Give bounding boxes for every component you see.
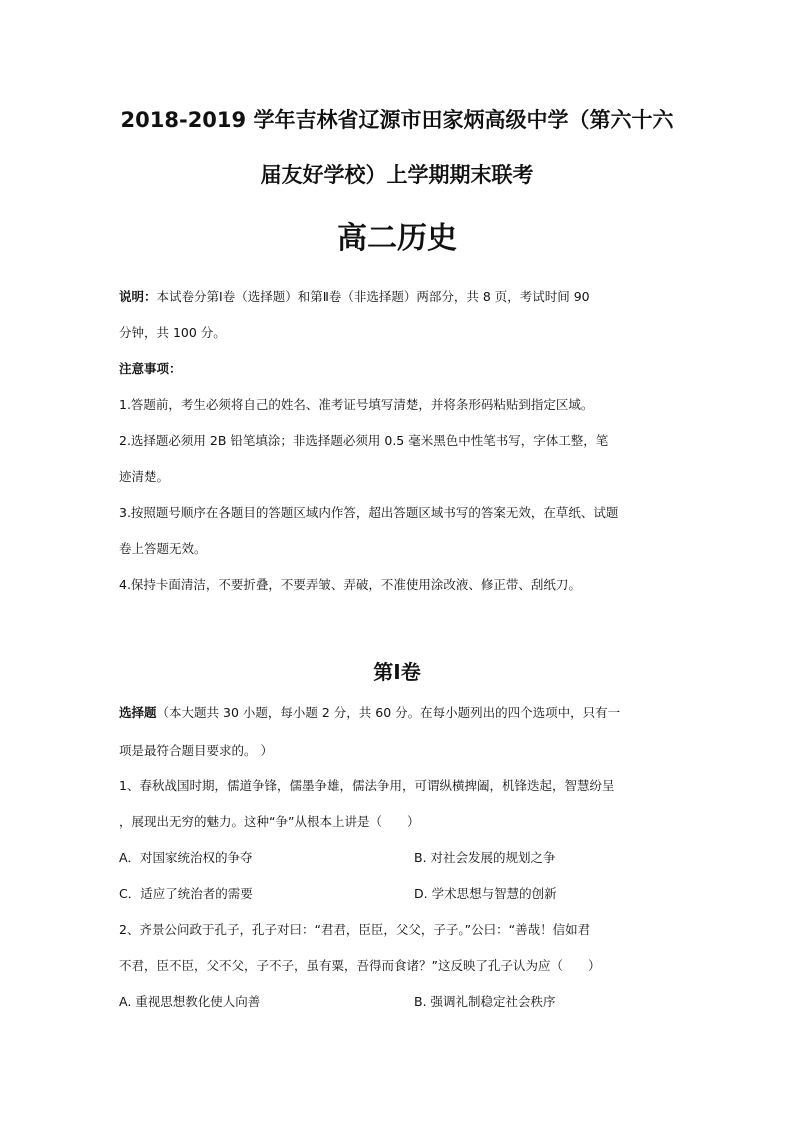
notes-label: 注意事项： — [119, 361, 182, 376]
question-1-option-d: D. 学术思想与智慧的创新 — [414, 886, 557, 901]
instructions-label: 说明： — [119, 289, 157, 304]
question-2-option-b: B. 强调礼制稳定社会秩序 — [414, 994, 556, 1009]
section-1-intro-label: 选择题 — [119, 705, 157, 720]
question-1-option-a: A．对国家统治权的争夺 — [119, 850, 253, 865]
question-1-stem-line-2: ，展现出无穷的魅力。这种“争”从根本上讲是（ ） — [119, 814, 420, 829]
question-1-option-c: C．适应了统治者的需要 — [119, 886, 253, 901]
question-1-option-b: B. 对社会发展的规划之争 — [414, 850, 556, 865]
instructions-line-2: 分钟，共 100 分。 — [119, 325, 226, 340]
note-item: 2.选择题必须用 2B 铅笔填涂；非选择题必须用 0.5 毫米黑色中性笔书写，字体工整，笔 — [119, 433, 609, 448]
question-2-option-a: A. 重视思想教化使人向善 — [119, 994, 261, 1009]
question-2-stem-line-1: 2、齐景公问政于孔子，孔子对曰：“君君，臣臣，父父，子子。”公曰：“善哉！信如君 — [119, 922, 591, 937]
note-item: 迹清楚。 — [119, 469, 170, 484]
instructions-line-1 — [119, 287, 590, 305]
exam-title-line-1: 2018-2019 学年吉林省辽源市田家炳高级中学（第六十六 — [120, 108, 674, 132]
question-2-stem-line-2: 不君，臣不臣，父不父，子不子，虽有粟，吾得而食诸？”这反映了孔子认为应（ ） — [119, 958, 601, 973]
section-1-title: 第Ⅰ卷 — [373, 660, 421, 684]
note-item: 1.答题前，考生必须将自己的姓名、准考证号填写清楚，并将条形码粘贴到指定区域。 — [119, 397, 594, 412]
section-1-intro-text: （本大题共 30 小题，每小题 2 分，共 60 分。在每小题列出的四个选项中，只有一 — [156, 705, 621, 720]
section-1-intro-line-1 — [119, 703, 620, 721]
note-item: 卷上答题无效。 — [119, 541, 207, 556]
note-item: 3.按照题号顺序在各题目的答题区域内作答，超出答题区域书写的答案无效，在草纸、试题 — [119, 505, 619, 520]
section-1-intro-line-2: 项是最符合题目要求的。 ） — [119, 743, 273, 758]
exam-title-line-2: 届友好学校）上学期期末联考 — [260, 163, 534, 187]
question-1-stem-line-1: 1、春秋战国时期，儒道争锋，儒墨争雄，儒法争用，可谓纵横捭阖，机锋迭起，智慧纷呈 — [119, 778, 615, 793]
note-item: 4.保持卡面清洁，不要折叠，不要弄皱、弄破，不准使用涂改液、修正带、刮纸刀。 — [119, 577, 581, 592]
subject-title: 高二历史 — [337, 221, 457, 256]
instructions-text-1: 本试卷分第Ⅰ卷（选择题）和第Ⅱ卷（非选择题）两部分，共 8 页，考试时间 90 — [156, 289, 590, 304]
